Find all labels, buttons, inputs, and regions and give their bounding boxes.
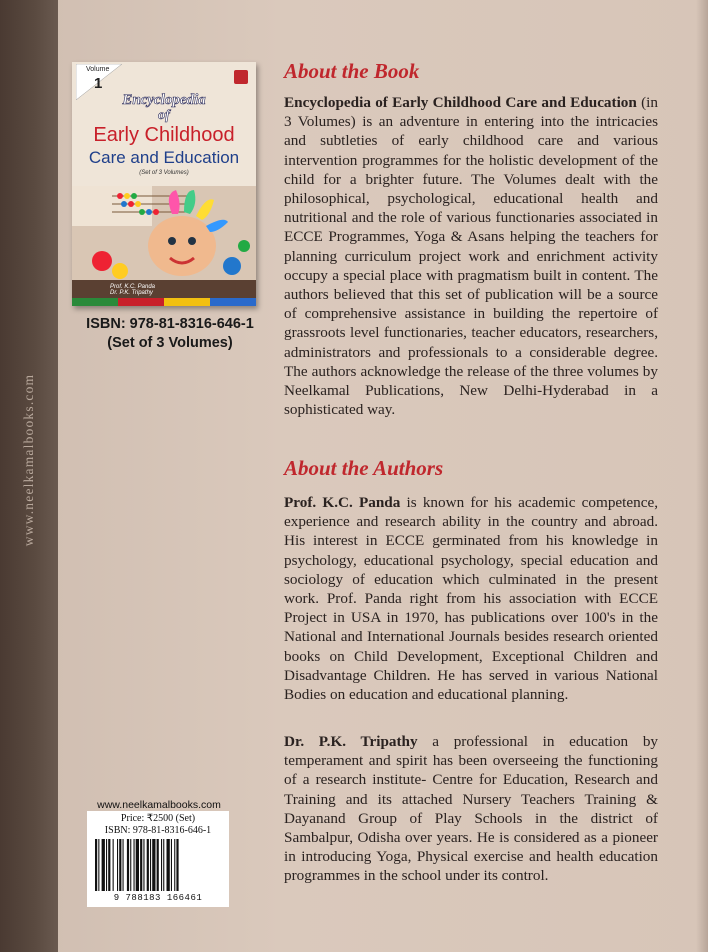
book-title-bold: Encyclopedia of Early Childhood Care and Education [284, 94, 637, 111]
about-book-paragraph [284, 93, 658, 419]
about-book-heading: About the Book [284, 59, 420, 83]
author1-name: Prof. K.C. Panda [284, 494, 401, 511]
author2-paragraph [284, 732, 658, 886]
thumbnail-photo [72, 186, 256, 284]
child-painting-illustration [72, 186, 256, 284]
thumbnail-set-note: (Set of 3 Volumes) [139, 170, 189, 176]
author1-paragraph [284, 493, 658, 704]
thumbnail-title-line4: Care and Education [88, 148, 240, 167]
author2-bio: a professional in education by temperament and spirit has been overseeing the functioning of a research institute- Centre for Education, Research and Training and its attached Nursery Teachers Training & Dayanand Group of Play Schools in the district of Sambalpur, Odisha over years. He is considered as a pioneer in introducing Yoga, Physical exercise and health education programmes in the school under its control. [284, 733, 659, 885]
thumbnail-author2: Dr. P.K. Tripathy [110, 290, 153, 296]
author1-bio: is known for his academic competence, experience and research ability in the country and abroad. His interest in ECCE germinated from his knowledge in psychology, educational psychology, special education and sociology of education which culminated in the present work. Prof. Panda right from his association with ECCE Project in USA in 1970, has publications over 100's in the National and International Journals besides research oriented books on Child Development, Exceptional Children and Disadvantage Children. He has served in various National Bodies on education and educational planning. [284, 494, 658, 704]
author2-name: Dr. P.K. Tripathy [284, 733, 418, 750]
barcode-icon [93, 839, 223, 891]
barcode-website: www.neelkamalbooks.com [97, 799, 221, 811]
volume-label: Volume [86, 66, 110, 73]
barcode-digits: 9 788183 166461 [113, 893, 203, 903]
spine-website: www.neelkamalbooks.com [21, 373, 36, 547]
barcode-box [87, 811, 229, 907]
volume-number: 1 [94, 75, 103, 92]
price-label: Price: ₹2500 (Set) [120, 813, 196, 824]
publisher-logo-icon [234, 70, 248, 84]
book-spine [0, 0, 58, 952]
about-book-body: (in 3 Volumes) is an adventure in entering into the intricacies and subtleties of early childhood care and various intervention programmes for the holistic development of the child for a brighter future. The Volumes dealt with the philosophical, psychological, educational health and nutritional and the role of various functionaries associated in ECCE Programmes, Yoga & Asans helping the teachers for planning curriculum project work and enrichment activity occupy a special place with pragmatism built in content. The authors believed that this set of publication will be a source of comprehensive assistance in building the repertoire of grassroots level functionaries, teacher educators, researchers, administrators and professionals to a considerable degree. The authors acknowledge the release of the three volumes by Neelkamal Publications, New Delhi-Hyderabad in a sophisticated way. [284, 94, 658, 419]
barcode-isbn: ISBN: 978-81-8316-646-1 [104, 825, 212, 836]
page-edge-shadow [696, 0, 708, 952]
front-cover-thumbnail [72, 62, 256, 306]
thumbnail-title-line2: of [158, 108, 170, 123]
thumbnail-title-line3: Early Childhood [93, 124, 235, 146]
about-authors-heading: About the Authors [284, 456, 444, 480]
isbn-block [72, 315, 268, 353]
thumbnail-author1: Prof. K.C. Panda [110, 284, 156, 290]
thumbnail-title-line1: Encyclopedia [122, 92, 206, 108]
isbn-number: ISBN: 978-81-8316-646-1 [86, 316, 254, 332]
color-stripes [72, 298, 256, 306]
thumbnail-authors [110, 284, 220, 296]
isbn-set-note: (Set of 3 Volumes) [107, 335, 233, 351]
